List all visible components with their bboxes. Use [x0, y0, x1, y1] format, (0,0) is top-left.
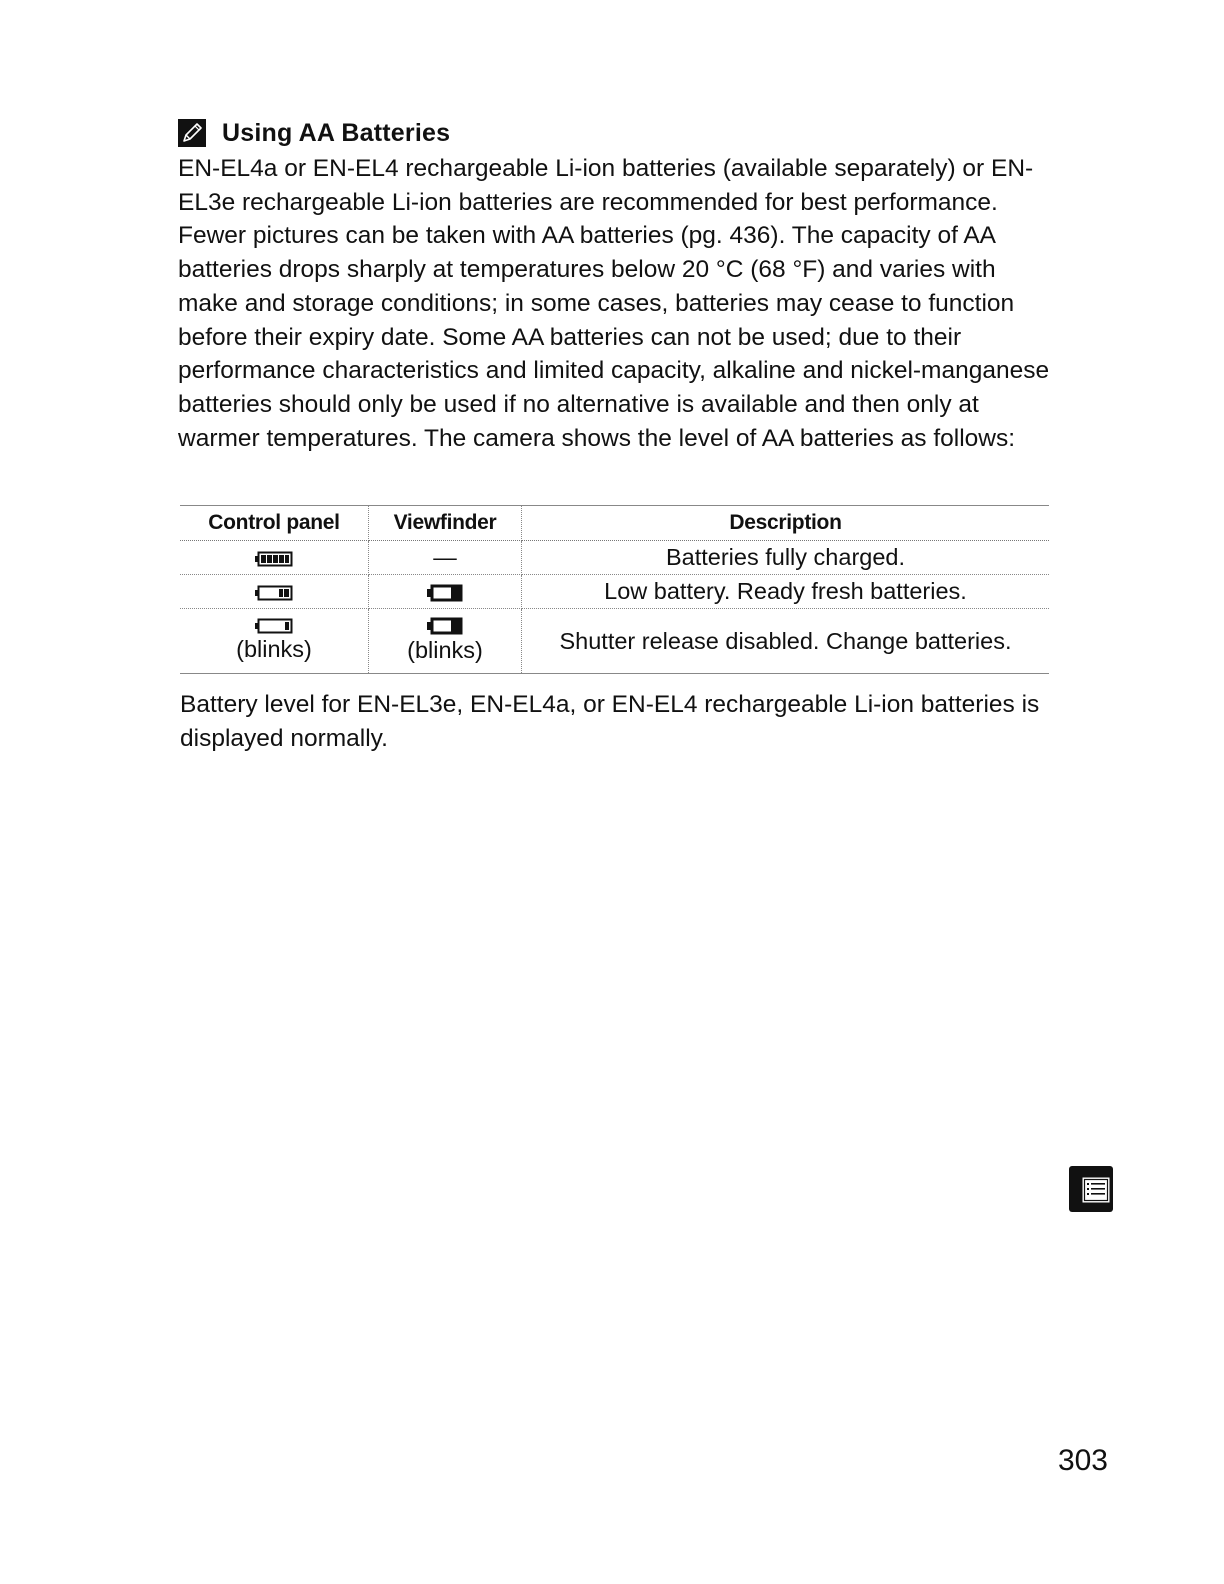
- battery-full-icon: [255, 551, 293, 567]
- blinks-note: (blinks): [407, 637, 483, 663]
- viewfinder-battery-low-icon: [427, 617, 463, 635]
- battery-empty-icon: [255, 618, 293, 634]
- header-description: Description: [522, 506, 1050, 541]
- page-number: 303: [1057, 1444, 1108, 1477]
- table-row: [180, 575, 1049, 609]
- viewfinder-cell: —: [369, 541, 522, 575]
- header-viewfinder: Viewfinder: [369, 506, 522, 541]
- menu-guide-icon: [1069, 1166, 1113, 1212]
- header-control-panel: Control panel: [180, 506, 369, 541]
- blinks-note: (blinks): [236, 636, 312, 662]
- description-cell: Batteries fully charged.: [522, 541, 1050, 575]
- pencil-note-icon: [178, 119, 206, 147]
- viewfinder-cell: [369, 609, 522, 674]
- viewfinder-cell: [369, 575, 522, 609]
- battery-level-table: [180, 505, 1049, 674]
- note-body: EN-EL4a or EN-EL4 rechargeable Li-ion batteries (available separately) or EN-EL3e rechargeable Li-ion batteries are recommended for best performance. Fewer pictures can be taken with AA batteries (pg. 436). The capacity of AA batteries drops sharply at temperatures below 20 °C (68 °F) and varies with make and storage conditions; in some cases, batteries may cease to function before their expiry date. Some AA batteries can not be used; due to their performance characteristics and limited capacity, alkaline and nickel-manganese batteries should only be used if no alternative is available and then only at warmer temperatures. The camera shows the level of AA batteries as follows:: [178, 155, 1050, 452]
- description-cell: Shutter release disabled. Change batteries.: [522, 609, 1050, 674]
- battery-low-icon: [255, 585, 293, 601]
- table-row: [180, 541, 1049, 575]
- table-row: [180, 609, 1049, 674]
- note-title: Using AA Batteries: [222, 119, 451, 147]
- viewfinder-battery-low-icon: [427, 584, 463, 602]
- battery-level-note: Battery level for EN-EL3e, EN-EL4a, or EN-EL4 rechargeable Li-ion batteries is displayed normally.: [180, 691, 1040, 752]
- control-panel-cell: [180, 609, 369, 674]
- description-cell: Low battery. Ready fresh batteries.: [522, 575, 1050, 609]
- table-header-row: [180, 506, 1049, 541]
- control-panel-cell: [180, 541, 369, 575]
- control-panel-cell: [180, 575, 369, 609]
- note-header: [178, 116, 450, 150]
